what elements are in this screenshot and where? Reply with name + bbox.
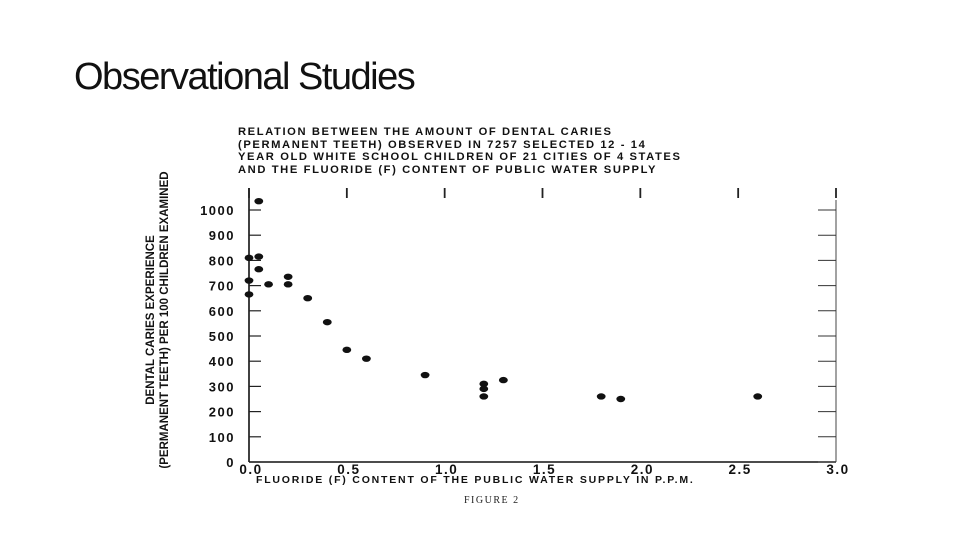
data-point — [499, 377, 508, 383]
x-tick-label: 1.0 — [435, 462, 459, 477]
y-tick-label: 200 — [208, 404, 235, 420]
y-tick-label: 300 — [208, 379, 235, 395]
data-point — [753, 393, 762, 399]
data-point — [284, 274, 293, 280]
y-tick-label: 100 — [208, 429, 235, 445]
data-point — [245, 291, 254, 297]
x-tick-label: 3.0 — [826, 462, 850, 477]
data-point — [284, 281, 293, 287]
data-point — [245, 255, 254, 261]
chart-title-line-1: RELATION BETWEEN THE AMOUNT OF DENTAL CARIES — [238, 126, 613, 138]
figure-caption: FIGURE 2 — [464, 495, 520, 506]
x-tick-label: 0.0 — [239, 462, 263, 477]
y-tick-label: 500 — [208, 329, 235, 344]
y-axis-label-line-2: (PERMANENT TEETH) PER 100 CHILDREN EXAMINED — [159, 171, 171, 469]
x-tick-label: 1.5 — [532, 462, 557, 477]
y-tick-label: 1000 — [200, 203, 235, 218]
x-tick-label: 0.5 — [337, 462, 361, 477]
data-point — [264, 281, 273, 287]
data-point — [597, 393, 606, 399]
data-point — [245, 277, 254, 283]
y-tick-label: 400 — [208, 354, 235, 370]
chart-title-line-4: AND THE FLUORIDE (F) CONTENT OF PUBLIC WATER SUPPLY — [238, 163, 658, 176]
y-tick-label: 900 — [208, 228, 235, 244]
data-point — [479, 386, 488, 392]
chart-title-line-3: YEAR OLD WHITE SCHOOL CHILDREN OF 21 CITIES OF 4 STATES — [238, 151, 682, 163]
y-axis-label-line-1: DENTAL CARIES EXPERIENCE — [145, 235, 157, 405]
data-point — [616, 396, 625, 402]
slide-title: Observational Studies — [74, 56, 415, 98]
y-tick-label: 0 — [226, 455, 235, 470]
data-point — [254, 253, 263, 259]
data-point — [323, 319, 332, 325]
data-point — [362, 355, 371, 361]
data-point — [254, 266, 263, 272]
data-point — [303, 295, 312, 301]
y-tick-label: 800 — [208, 253, 235, 269]
x-tick-label: 2.5 — [728, 462, 752, 477]
y-tick-label: 600 — [208, 303, 235, 319]
data-point — [479, 393, 488, 399]
chart-title-line-2: (PERMANENT TEETH) OBSERVED IN 7257 SELECTED 12 - 14 — [238, 138, 647, 151]
x-tick-label: 2.0 — [630, 462, 654, 477]
data-point — [254, 198, 263, 204]
x-axis-label: FLUORIDE (F) CONTENT OF THE PUBLIC WATER SUPPLY IN P.P.M. — [256, 474, 695, 486]
data-point — [342, 347, 351, 353]
data-point — [421, 372, 430, 378]
y-tick-label: 700 — [208, 278, 235, 294]
